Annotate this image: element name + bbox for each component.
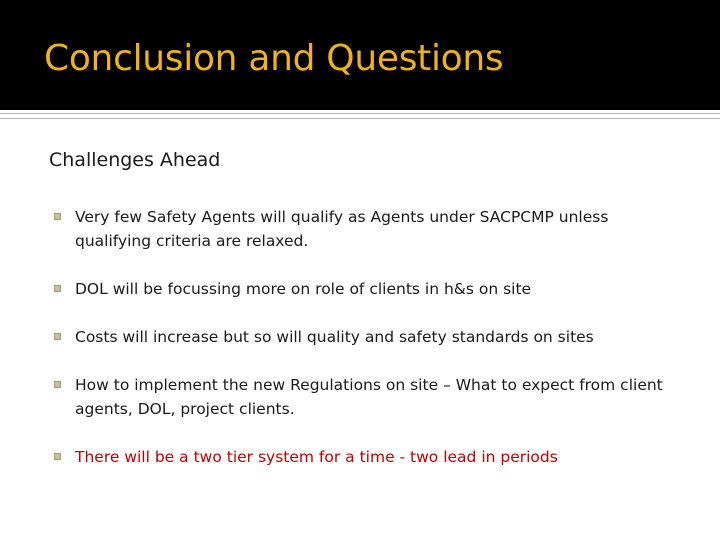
- section-heading: Challenges Ahead: [49, 149, 221, 171]
- bullet-item-highlighted: [54, 445, 674, 469]
- square-bullet-icon: [54, 381, 61, 388]
- bullet-text: There will be a two tier system for a time - two lead in periods: [75, 448, 558, 466]
- square-bullet-icon: [54, 285, 61, 292]
- bullet-item: [54, 205, 674, 253]
- bullet-text: How to implement the new Regulations on site – What to expect from client agents, DOL, project clients.: [75, 376, 663, 418]
- title-bar: [0, 0, 720, 110]
- divider-line: [0, 118, 720, 119]
- square-bullet-icon: [54, 213, 61, 220]
- bullet-text: Very few Safety Agents will qualify as Agents under SACPCMP unless qualifying criteria are relaxed.: [75, 208, 609, 250]
- bullet-item: [54, 373, 674, 421]
- square-bullet-icon: [54, 333, 61, 340]
- bullet-text: DOL will be focussing more on role of clients in h&s on site: [75, 280, 532, 298]
- divider-line: [0, 113, 720, 114]
- bullet-list: [54, 205, 674, 469]
- bullet-item: [54, 325, 674, 349]
- bullet-item: [54, 277, 674, 301]
- slide-title: Conclusion and Questions: [44, 38, 504, 79]
- square-bullet-icon: [54, 453, 61, 460]
- bullet-text: Costs will increase but so will quality and safety standards on sites: [75, 328, 594, 346]
